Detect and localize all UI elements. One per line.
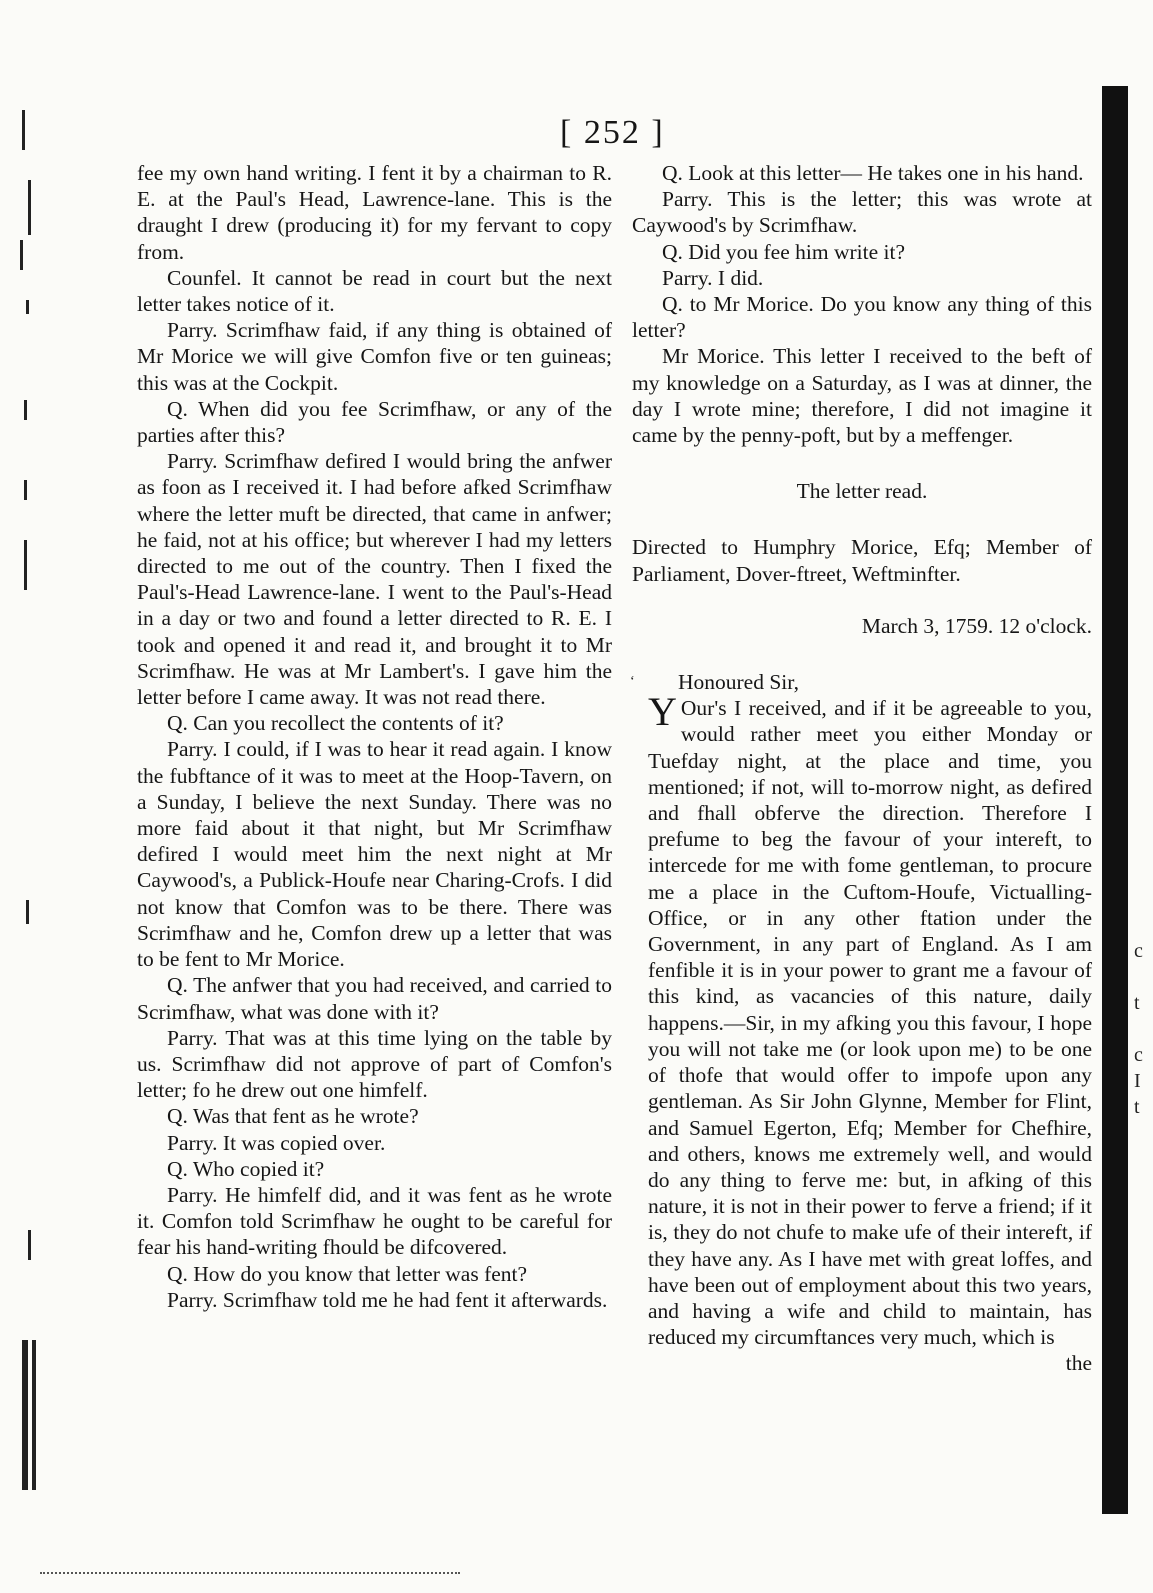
bottom-edge-noise	[40, 1572, 460, 1575]
right-column	[632, 160, 1092, 1377]
paragraph: Parry. Scrimfhaw faid, if any thing is obtained of Mr Morice we will give Comfon five or ten guineas; this was at the Cockpit.	[137, 318, 612, 395]
paragraph: Mr Morice. This letter I received to the beft of my knowledge on a Saturday, as I was at dinner, the day I wrote mine; therefore, I did not imagine it came by the penny-poft, but by a meffenger.	[632, 344, 1092, 448]
scan-edge-shadow	[1102, 86, 1128, 1514]
bleed-through-glyph: I	[1134, 1070, 1141, 1092]
paragraph: Q. The anfwer that you had received, and carried to Scrimfhaw, what was done with it?	[137, 973, 612, 1024]
paragraph: Parry. I did.	[662, 265, 764, 290]
paragraph: Parry. That was at this time lying on the table by us. Scrimfhaw did not approve of part of Comfon's letter; fo he drew out one himfelf.	[137, 1025, 612, 1103]
paragraph: Parry. He himfelf did, and it was fent as he wrote it. Comfon told Scrimfhaw he ought to be careful for fear his hand-writing fhould be difcovered.	[137, 1182, 612, 1260]
paragraph: Parry. This is the letter; this was wrote at Caywood's by Scrimfhaw.	[632, 187, 1092, 238]
paragraph: Q. How do you know that letter was fent?	[167, 1261, 528, 1286]
paragraph: Q. Can you recollect the contents of it?	[167, 711, 504, 736]
paragraph: Parry. I could, if I was to hear it read again. I know the fubftance of it was to meet at the Hoop-Tavern, on a Sunday, I believe the next Sunday. There was no more faid about it that night, but Mr Scrimfhaw defired I would meet him the next night at Mr Caywood's, a Publick-Houfe near Charing-Crofs. I did not know that Comfon was to be there. There was Scrimfhaw and he, Comfon drew up a letter that was to be fent to Mr Morice.	[137, 737, 612, 972]
paragraph: Parry. Scrimfhaw told me he had fent it afterwards.	[167, 1287, 608, 1312]
paragraph: Parry. Scrimfhaw defired I would bring the anfwer as foon as I received it. I had before afked Scrimfhaw where the letter muft be directed, that came in anfwer; he faid, not at his office; but wherever I had my letters directed to me out of the country. Then I fixed the Paul's-Head Lawrence-lane. I went to the Paul's-Head in a day or two and found a letter directed to R. E. I took and opened it and read it, and brought it to Mr Scrimfhaw. He was at Mr Lambert's. I gave him the letter before I came away. It was not read there.	[137, 449, 612, 710]
bleed-through-glyph: c	[1134, 1044, 1143, 1066]
letter-heading: The letter read.	[796, 479, 928, 504]
page-number: [ 252 ]	[560, 114, 665, 151]
paragraph: fee my own hand writing. I fent it by a chairman to R. E. at the Paul's Head, Lawrence-lane. This is the draught I drew (producing it) for my fervant to copy from.	[137, 161, 612, 264]
paragraph: Parry. It was copied over.	[167, 1130, 386, 1155]
paragraph: Q. When did you fee Scrimfhaw, or any of the parties after this?	[137, 396, 612, 448]
letter-direction: Directed to Humphry Morice, Efq; Member of Parliament, Dover-ftreet, Weftminfter.	[632, 535, 1092, 586]
letter-salutation: ‘ Honoured Sir,	[630, 670, 799, 695]
bleed-through-glyph: c	[1134, 940, 1143, 962]
drop-cap: Y	[648, 689, 677, 735]
letter-dateline: March 3, 1759. 12 o'clock.	[861, 613, 1092, 638]
paragraph: Q. Was that fent as he wrote?	[167, 1104, 419, 1129]
bleed-through-glyph: t	[1134, 992, 1140, 1014]
catchword: the	[1065, 1351, 1092, 1376]
paragraph: Counfel. It cannot be read in court but the next letter takes notice of it.	[137, 265, 612, 317]
paragraph: Q. Did you fee him write it?	[662, 239, 906, 264]
salutation-text: Honoured Sir,	[678, 670, 799, 695]
left-column	[137, 160, 612, 1313]
binding-edge-marks	[18, 100, 40, 1580]
letter-body-text: Our's I received, and if it be agreeable to you, would rather meet you either Monday or Tuefday night, at the place and time, you mentioned; if not, will to-morrow night, as defired and fhall obferve the direction. Therefore I prefume to beg the favour of your intereft, to intercede for me with fome gentleman, to procure me a place in the Cuftom-Houfe, Victualling-Office, or in any other ftation under the Government, in any part of England. As I am fenfible it is in your power to grant me a favour of this kind, as vacancies of this nature, daily happens.—Sir, in my afking you this favour, I hope you will not take me (or look upon me) to be one of thofe that would offer to impofe upon any gentleman. As Sir John Glynne, Member for Flint, and Samuel Egerton, Efq; Member for Chefhire, and others, knows me extremely well, and would do any thing to ferve me: but, in afking of this nature, it is not in their power to ferve a friend; if it is, they do not chufe to make ufe of their intereft, if they have any. As I have met with great loffes, and have been out of employment about this two years, and having a wife and child to maintain, has reduced my circumftances very much, which is	[648, 696, 1092, 1350]
paragraph: Q. Who copied it?	[167, 1156, 325, 1181]
bleed-through-glyph: t	[1134, 1096, 1140, 1118]
paragraph: Q. to Mr Morice. Do you know any thing of this letter?	[632, 292, 1092, 343]
paragraph: Q. Look at this letter— He takes one in his hand.	[662, 161, 1084, 185]
letter-body	[632, 689, 1092, 1350]
